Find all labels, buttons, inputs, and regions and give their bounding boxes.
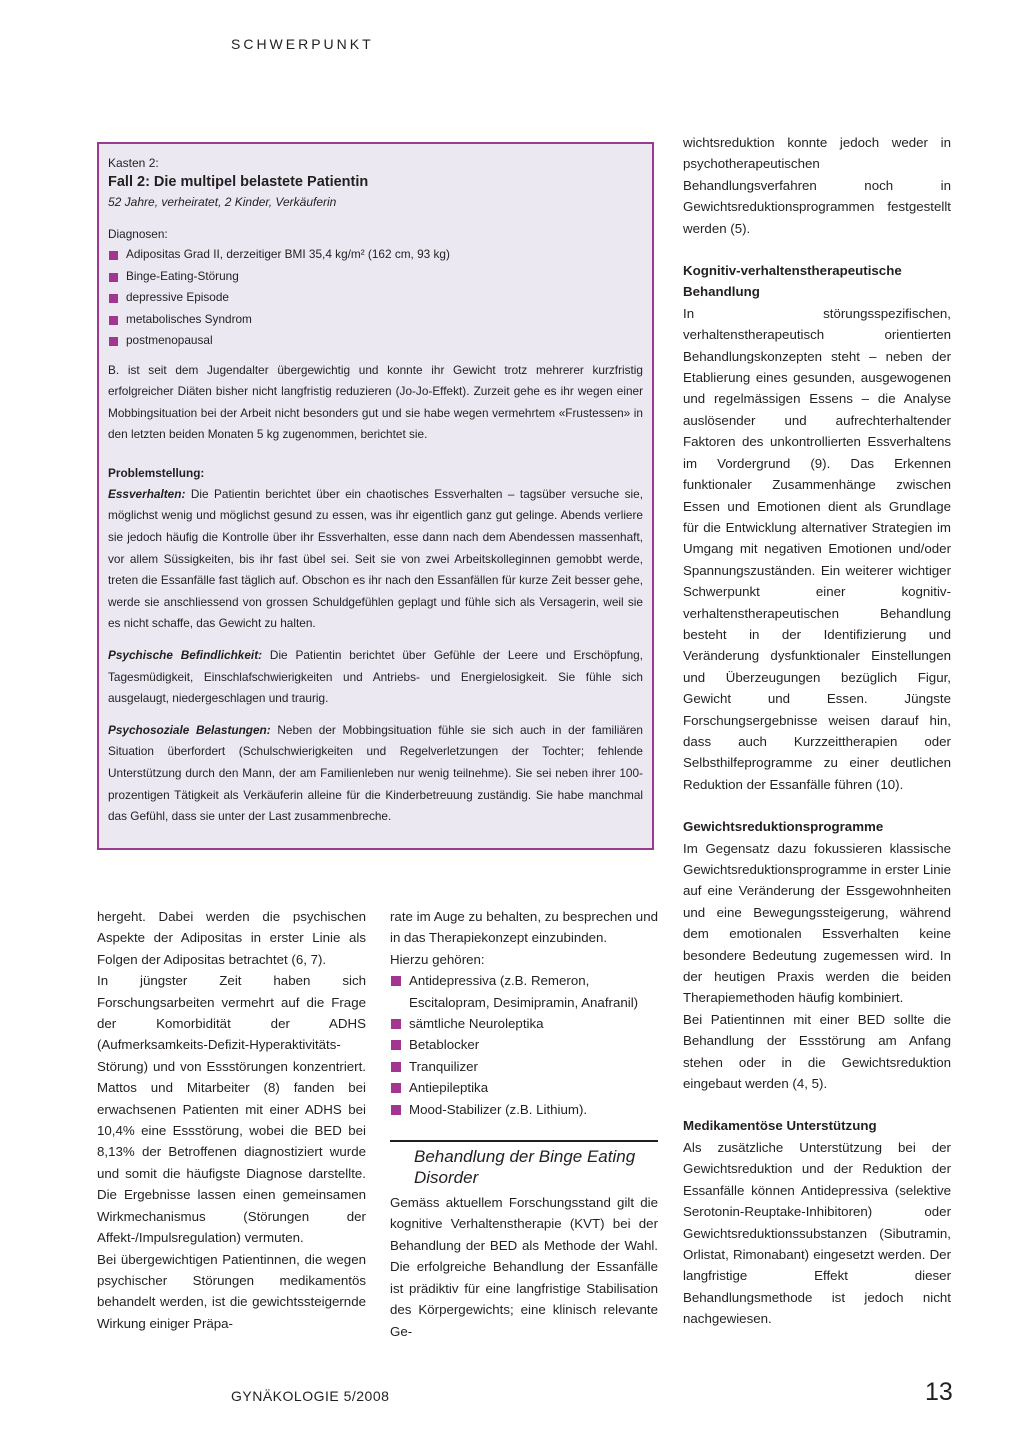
box-subtitle: 52 Jahre, verheiratet, 2 Kinder, Verkäuferin bbox=[108, 195, 337, 209]
list-item: depressive Episode bbox=[108, 287, 643, 309]
list-item: postmenopausal bbox=[108, 330, 643, 352]
square-bullet-icon bbox=[109, 337, 118, 346]
list-item: Antiepileptika bbox=[390, 1077, 658, 1098]
list-item: Mood-Stabilizer (z.B. Lithium). bbox=[390, 1099, 658, 1120]
square-bullet-icon bbox=[109, 251, 118, 260]
square-bullet-icon bbox=[391, 1019, 401, 1029]
square-bullet-icon bbox=[391, 1083, 401, 1093]
section-header: SCHWERPUNKT bbox=[231, 36, 374, 52]
list-item: sämtliche Neuroleptika bbox=[390, 1013, 658, 1034]
eating-label: Essverhalten: bbox=[108, 486, 186, 501]
paragraph: Bei Patientinnen mit einer BED sollte die Behandlung der Essstörung am Anfang stehen oder in die Gewichtsreduktion eingebaut werden (4, 5). bbox=[683, 1011, 951, 1092]
paragraph: rate im Auge zu behalten, zu besprechen und in das Therapiekonzept einzubinden. bbox=[390, 909, 658, 946]
diagnoses-label: Diagnosen: bbox=[108, 227, 168, 241]
psychosocial-label: Psychosoziale Belastungen: bbox=[108, 722, 271, 737]
column-2 bbox=[390, 906, 658, 1342]
square-bullet-icon bbox=[109, 294, 118, 303]
eating-behaviour-paragraph: Essverhalten: Die Patientin berichtet über ein chaotisches Essverhalten – tagsüber versuche sie, möglichst wenig und möglichst gesund zu essen, was ihr eigentlich ganz gut gelinge. Abends verliere sie jedoch häufig die Kontrolle über ihr Essverhalten, esse dann nach dem Abendessen massenhaft, vor allem Süssigkeiten, bis ihr fast übel sei. Seit sie von zwei Arbeitskolleginnen gemobbt werde, treten die Essanfälle fast täglich auf. Obschon es ihr nach den Essanfällen für kurze Zeit besser gehe, werde sie anschliessend von grossen Schuldgefühlen geplagt und fühle sich als Versagerin, weil sie es nicht schaffe, das Gewicht zu halten. bbox=[108, 486, 643, 631]
page-number: 13 bbox=[925, 1378, 953, 1406]
paragraph: wichtsreduktion konnte jedoch weder in psychotherapeutischen Behandlungsverfahren noch in Gewichtsreduktionsprogrammen festgestellt werden (5). bbox=[683, 135, 951, 236]
list-item: Binge-Eating-Störung bbox=[108, 266, 643, 288]
paragraph: Hierzu gehören: bbox=[390, 951, 485, 967]
list-item: Adipositas Grad II, derzeitiger BMI 35,4 kg/m² (162 cm, 93 kg) bbox=[108, 244, 643, 266]
list-item: Betablocker bbox=[390, 1034, 658, 1055]
paragraph: Im Gegensatz dazu fokussieren klassische Gewichtsreduktionsprogramme in erster Linie auf eine Veränderung der Essgewohnheiten und eine Bewegungssteigerung, während dem emotionalen Essverhalten keine besondere Bedeutung zugemessen wird. In der heutigen Praxis werden die beiden Therapiemethoden häufig kombiniert. bbox=[683, 840, 951, 1006]
subheading: Medikamentöse Unterstützung bbox=[683, 1118, 877, 1134]
square-bullet-icon bbox=[109, 316, 118, 325]
paragraph: Bei übergewichtigen Patientinnen, die wegen psychischer Störungen medikamentös behandelt werden, ist die gewichtssteigernde Wirkung einiger Präpa- bbox=[97, 1251, 366, 1331]
subheading: Kognitiv-verhaltenstherapeutische Behandlung bbox=[683, 263, 902, 300]
case-box bbox=[97, 142, 654, 850]
column-3 bbox=[683, 132, 951, 1330]
diagnoses-list bbox=[108, 244, 643, 352]
list-item: Antidepressiva (z.B. Remeron, Escitalopram, Desimipramin, Anafranil) bbox=[390, 970, 658, 1013]
square-bullet-icon bbox=[109, 273, 118, 282]
psych-state-paragraph: Psychische Befindlichkeit: Die Patientin berichtet über Gefühle der Leere und Erschöpfung, Tagesmüdigkeit, Einschlafschwierigkeiten und Antriebs- und Energielosigkeit. Sie fühle sich ausgelaugt, niedergeschlagen und traurig. bbox=[108, 648, 643, 706]
problem-heading: Problemstellung: bbox=[108, 465, 205, 480]
list-item: metabolisches Syndrom bbox=[108, 309, 643, 331]
paragraph: Als zusätzliche Unterstützung bei der Gewichtsreduktion und der Reduktion der Essanfälle können Antidepressiva (selektive Serotonin-Reuptake-Inhibitoren) oder Gewichtsreduktionssubstanzen (Sibutramin, Orlistat, Rimonabant) eingesetzt werden. Der langfristige Effekt dieser Behandlungsmethode ist jedoch nicht nachgewiesen. bbox=[683, 1139, 951, 1327]
section-heading: Behandlung der Binge Eating Disorder bbox=[390, 1140, 658, 1192]
square-bullet-icon bbox=[391, 976, 401, 986]
history-paragraph: B. ist seit dem Jugendalter übergewichtig und konnte ihr Gewicht trotz mehrerer kurzfristig erfolgreicher Diäten bisher nicht langfristig reduzieren (Jo-Jo-Effekt). Zurzeit gehe es ihr wegen einer Mobbingsituation bei der Arbeit nicht besonders gut und sie habe wegen vermehrtem «Frustessen» in den letzten beiden Monaten 5 kg zugenommen, berichtet sie. bbox=[108, 362, 643, 442]
psych-label: Psychische Befindlichkeit: bbox=[108, 648, 263, 663]
box-label: Kasten 2: bbox=[108, 156, 159, 170]
column-1 bbox=[97, 906, 366, 1334]
paragraph: Gemäss aktuellem Forschungsstand gilt die kognitive Verhaltenstherapie (KVT) bei der Behandlung der BED als Methode der Wahl. Die erfolgreiche Behandlung der Essanfälle ist prädiktiv für eine langfristige Stabilisation des Körpergewichts; eine klinisch relevante Ge- bbox=[390, 1195, 658, 1339]
psychosocial-paragraph: Psychosoziale Belastungen: Neben der Mobbingsituation fühle sie sich auch in der familiären Situation überfordert (Schulschwierigkeiten und Regelverletzungen der Tochter; fehlende Unterstützung durch den Mann, der am Familienleben nur wenig teilnehme). Sie sei neben ihrer 100-prozentigen Tätigkeit als Verkäuferin alleine für die Kinderbetreuung zuständig. Sie habe manchmal das Gefühl, dass sie unter der Last zusammenbreche. bbox=[108, 722, 643, 824]
list-item: Tranquilizer bbox=[390, 1056, 658, 1077]
journal-footer: GYNÄKOLOGIE 5/2008 bbox=[231, 1388, 390, 1404]
square-bullet-icon bbox=[391, 1105, 401, 1115]
paragraph: In störungsspezifischen, verhaltenstherapeutisch orientierten Behandlungskonzepten steht – neben der Etablierung eines gesunden, ausgewogenen und regelmässigen Essens – die Analyse auslösender und aufrechterhaltender Faktoren des unkontrollierten Essverhaltens im Vordergrund (9). Das Erkennen funktionaler Zusammenhänge zwischen Essen und Emotionen dient als Grundlage für die Entwicklung alternativer Strategien im Umgang mit negativen Emotionen und/oder Spannungszuständen. Ein weiterer wichtiger Schwerpunkt einer kognitiv-verhaltenstherapeutischen Behandlung besteht in der Identifizierung und Veränderung dysfunktionaler Einstellungen und Überzeugungen bezüglich Figur, Gewicht und Essen. Jüngste Forschungsergebnisse weisen darauf hin, dass auch Kurzzeittherapien oder Selbsthilfeprogramme zu einer deutlichen Reduktion der Essanfälle führen (10). bbox=[683, 305, 951, 792]
paragraph: In jüngster Zeit haben sich Forschungsarbeiten vermehrt auf die Frage der Komorbidität der ADHS (Aufmerksamkeits-Defizit-Hyperaktivitäts-Störung) und von Essstörungen konzentriert. Mattos und Mitarbeiter (8) fanden bei erwachsenen Patienten mit einer ADHS bei 10,4% eine Essstörung, wobei die BED bei 8,13% der Betroffenen diagnostiziert wurde und somit die häufigste Diagnose darstellte. Die Ergebnisse lassen einen gemeinsamen Wirkmechanismus (Störungen der Affekt-/Impulsregulation) vermuten. bbox=[97, 973, 366, 1246]
subheading: Gewichtsreduktionsprogramme bbox=[683, 819, 884, 835]
square-bullet-icon bbox=[391, 1062, 401, 1072]
box-title: Fall 2: Die multipel belastete Patientin bbox=[108, 174, 369, 190]
paragraph: hergeht. Dabei werden die psychischen Aspekte der Adipositas in erster Linie als Folgen der Adipositas betrachtet (6, 7). bbox=[97, 909, 366, 967]
square-bullet-icon bbox=[391, 1040, 401, 1050]
medication-list bbox=[390, 970, 658, 1120]
